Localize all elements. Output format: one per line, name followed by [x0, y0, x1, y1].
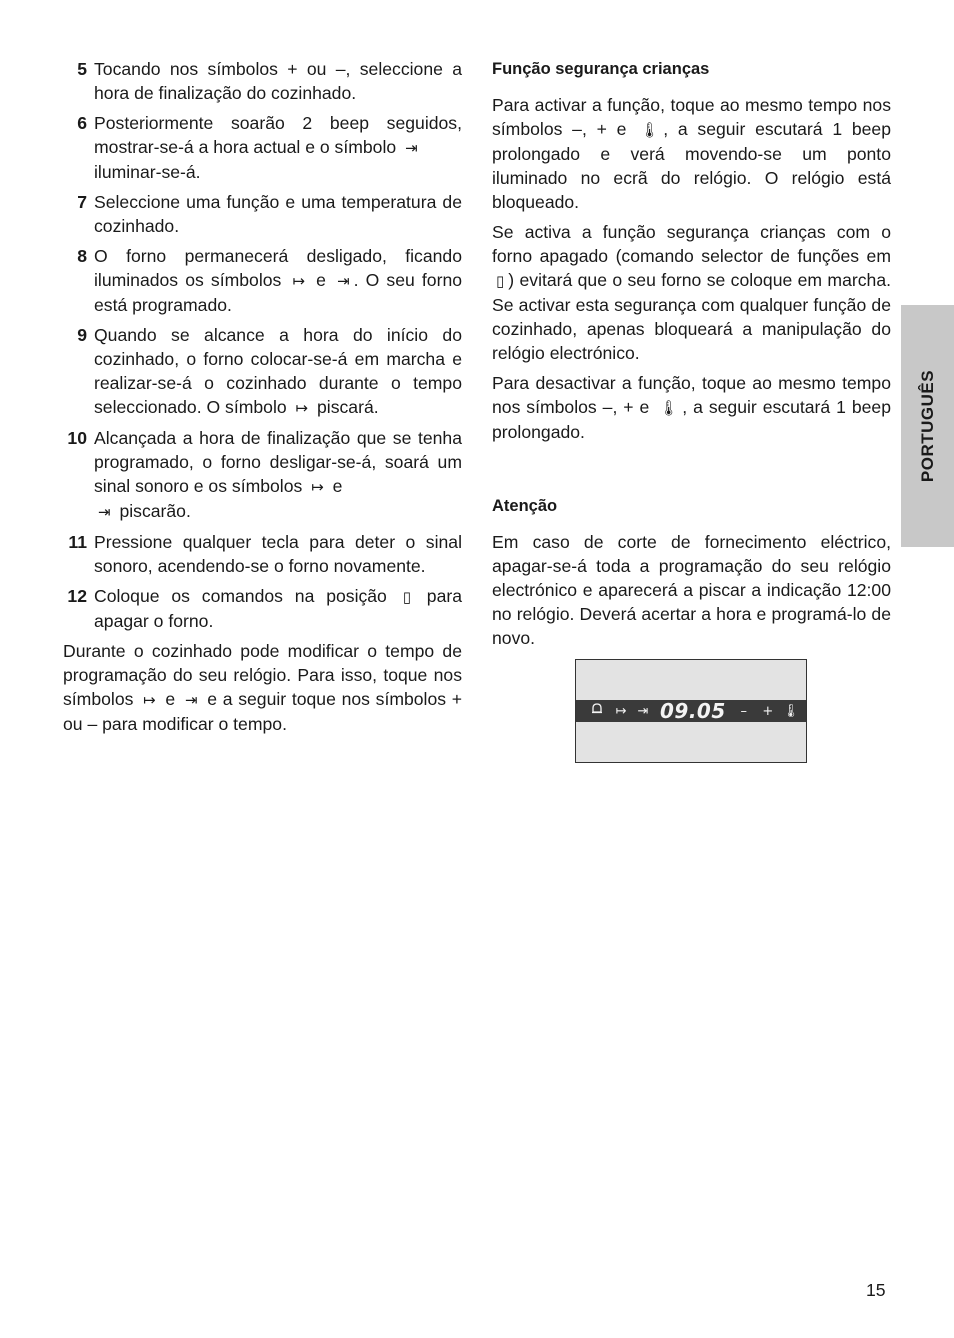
step-text-part: para apagar o forno. [94, 586, 463, 631]
step-text-part: iluminar-se-á. [94, 162, 201, 182]
duration-icon: ↦ [615, 703, 627, 719]
step-text-part: Posteriormente soarão 2 beep seguidos, mostrar-se-á a hora actual e o símbolo [94, 113, 462, 157]
duration-icon: ↦ [311, 478, 324, 496]
end-time-icon: ⇥ [337, 272, 350, 290]
step-text [94, 426, 462, 524]
step-number: 6 [77, 113, 87, 133]
step-text-part: Quando se alcance a hora do início do cozinhado, o forno colocar-se-á em marcha e realizar-se-á o cozinhado durante o tempo seleccionado. O símbolo [94, 325, 462, 417]
step-number: 5 [77, 59, 87, 79]
step-8 [63, 244, 462, 317]
step-text-part: e [332, 476, 343, 496]
thermometer-icon: 🌡 [640, 121, 660, 139]
step-number: 8 [77, 246, 87, 266]
attention-heading: Atenção [492, 497, 558, 515]
step-text [94, 530, 462, 578]
plus-button[interactable]: + [762, 703, 774, 719]
step-text [94, 190, 462, 238]
child-lock-activate-paragraph [492, 93, 891, 214]
clock-display-panel [575, 659, 807, 763]
step-text [94, 111, 462, 184]
paragraph-part: Durante o cozinhado pode modificar o tempo de programação do seu relógio. Para isso, toque nos símbolos [63, 641, 462, 709]
clock-time: 09.05 [660, 699, 726, 723]
step-text-part: Seleccione uma função e uma temperatura de cozinhado. [94, 192, 462, 236]
paragraph-part: Se activa a função segurança crianças com o forno apagado (comando selector de funções em [492, 222, 891, 266]
paragraph-part: ) evitará que o seu forno se coloque em marcha. Se activar esta segurança com qualquer função de cozinhado, apenas bloqueará a manipulação do relógio electrónico. [492, 270, 891, 363]
step-10 [63, 426, 462, 524]
end-time-icon: ⇥ [98, 503, 111, 521]
step-11 [63, 530, 462, 578]
step-text [94, 57, 462, 105]
step-text [94, 244, 462, 317]
minus-button[interactable]: – [740, 703, 748, 719]
clock-display-strip [576, 700, 806, 722]
step-text-part: . O seu forno está programado. [94, 270, 463, 315]
modify-time-paragraph [63, 639, 462, 736]
page-number: 15 [866, 1280, 886, 1300]
duration-icon: ↦ [295, 399, 309, 417]
bell-icon [590, 702, 604, 720]
right-column [492, 57, 891, 656]
step-number: 10 [67, 428, 87, 448]
step-6 [63, 111, 462, 184]
child-lock-heading: Função segurança crianças [492, 60, 710, 78]
paragraph-part: , a seguir escutará 1 beep prolongado. [492, 397, 891, 442]
off-position-icon: ▯ [402, 588, 411, 606]
end-time-icon: ⇥ [637, 703, 649, 719]
step-text-part: piscará. [317, 397, 379, 417]
language-side-tab [901, 305, 954, 547]
step-text-part: Pressione qualquer tecla para deter o sinal sonoro, acendendo-se o forno novamente. [94, 532, 462, 576]
thermometer-icon[interactable]: 🌡 [782, 703, 800, 719]
step-text-part: Tocando nos símbolos + ou –, seleccione a hora de finalização do cozinhado. [94, 59, 462, 103]
step-number: 12 [67, 586, 87, 606]
paragraph-part: e a seguir toque nos símbolos + ou – para modificar o tempo. [63, 689, 463, 734]
step-7 [63, 190, 462, 238]
step-text [94, 584, 462, 633]
step-12 [63, 584, 462, 633]
end-time-icon: ⇥ [405, 139, 418, 157]
step-text-part: Alcançada a hora de finalização que se tenha programado, o forno desligar-se-á, soará um sinal sonoro e os símbolos [94, 428, 462, 496]
duration-icon: ↦ [143, 691, 156, 709]
paragraph-part: Para desactivar a função, toque ao mesmo tempo nos símbolos –, + e [492, 373, 891, 417]
thermometer-icon: 🌡 [659, 399, 679, 417]
duration-icon: ↦ [292, 272, 306, 290]
step-9 [63, 323, 462, 420]
left-column [63, 57, 462, 742]
step-text-part: O forno permanecerá desligado, ficando iluminados os símbolos [94, 246, 462, 290]
paragraph-part: Para activar a função, toque ao mesmo tempo nos símbolos –, + e [492, 95, 891, 139]
step-text [94, 323, 462, 420]
paragraph-part: e [165, 689, 176, 709]
step-number: 9 [77, 325, 87, 345]
step-number: 11 [68, 532, 87, 552]
end-time-icon: ⇥ [184, 691, 198, 709]
step-number: 7 [77, 192, 87, 212]
off-position-icon: ▯ [496, 272, 505, 290]
step-text-part: e [316, 270, 326, 290]
child-lock-off-paragraph [492, 220, 891, 365]
attention-paragraph: Em caso de corte de fornecimento eléctrico, apagar-se-á toda a programação do seu relógio electrónico e aparecerá a piscar a indicação 12:00 no relógio. Deverá acertar a hora e programá-lo de novo. [492, 532, 891, 648]
step-5 [63, 57, 462, 105]
paragraph-part: , a seguir escutará 1 beep prolongado e verá movendo-se um ponto iluminado no ecrã do relógio. O relógio está bloqueado. [492, 119, 891, 212]
child-lock-deactivate-paragraph [492, 371, 891, 444]
step-text-part: piscarão. [119, 501, 191, 521]
step-text-part: Coloque os comandos na posição [94, 586, 387, 606]
language-label: PORTUGUÊS [917, 369, 937, 483]
